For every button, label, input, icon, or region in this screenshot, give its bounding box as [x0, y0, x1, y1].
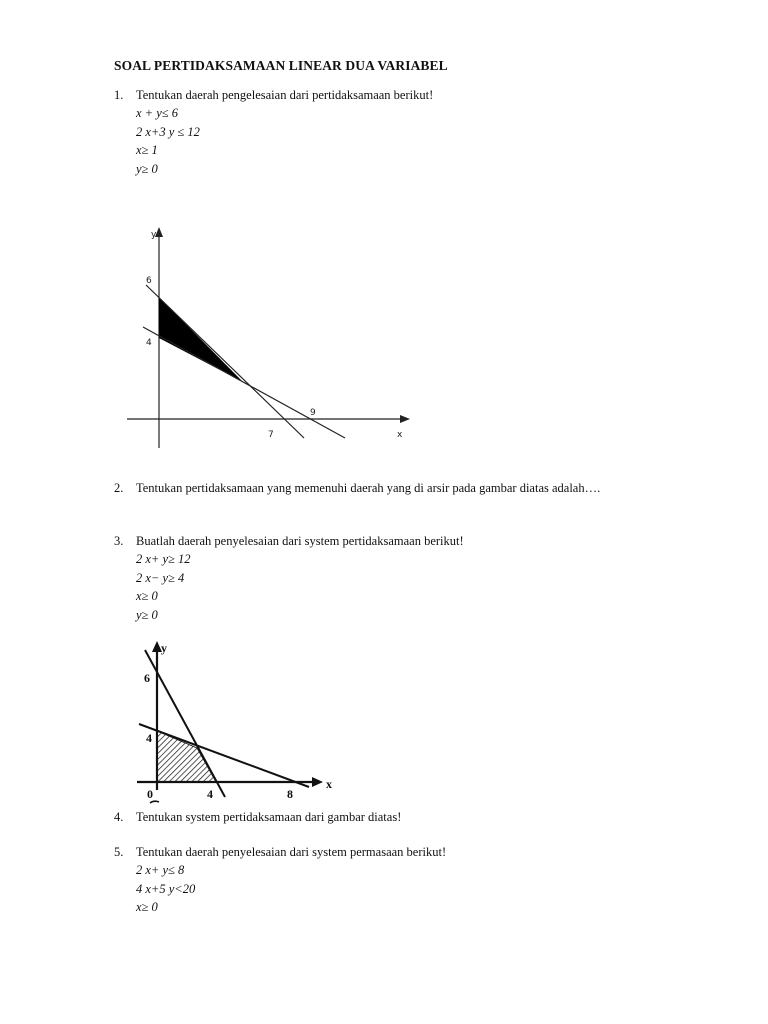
hatched-region — [157, 731, 216, 782]
equation: x + y≤ 6 — [136, 106, 179, 120]
question-number: 5. — [114, 845, 124, 859]
tick-label-4: 4 — [146, 338, 152, 348]
tick-label-6: 6 — [146, 276, 152, 286]
equation: x≥ 0 — [136, 589, 158, 603]
question-text: Buatlah daerah penyelesaian dari system pertidaksamaan berikut! — [136, 534, 464, 548]
tick-label-4-y: 4 — [146, 731, 152, 745]
tick-label-9: 9 — [310, 408, 316, 418]
question-number: 4. — [114, 810, 124, 824]
equation: x≥ 0 — [136, 900, 158, 914]
question-text: Tentukan pertidaksamaan yang memenuhi daerah yang di arsir pada gambar diatas adalah…. — [136, 481, 601, 495]
question-text: Tentukan system pertidaksamaan dari gambar diatas! — [136, 810, 402, 824]
axis-label-y: y — [161, 641, 167, 655]
question-number: 1. — [114, 88, 124, 102]
tick-label-8: 8 — [287, 787, 293, 801]
question-text: Tentukan daerah pengelesaian dari pertidaksamaan berikut! — [136, 88, 434, 102]
equation: 2 x+ y≥ 12 — [136, 552, 191, 566]
question-5-equations — [136, 861, 195, 917]
question-4 — [114, 808, 401, 826]
question-5 — [114, 843, 446, 861]
question-number: 2. — [114, 481, 124, 495]
page-title: SOAL PERTIDAKSAMAAN LINEAR DUA VARIABEL — [114, 58, 448, 73]
axis-label-x: x — [397, 430, 403, 440]
tick-label-7: 7 — [268, 430, 274, 440]
equation: x≥ 1 — [136, 143, 158, 157]
equation: 4 x+5 y<20 — [136, 881, 196, 896]
tick-label-4-x: 4 — [207, 787, 213, 801]
equation: y≥ 0 — [136, 607, 158, 622]
axis-label-x: x — [326, 777, 332, 791]
equation: 2 x− y≥ 4 — [136, 570, 185, 585]
x-axis-arrow — [312, 777, 323, 787]
stray-mark — [150, 801, 159, 803]
equation: 2 x+ y≤ 8 — [136, 863, 185, 877]
tick-label-6: 6 — [144, 671, 150, 685]
equation: 2 x+3 y ≤ 12 — [136, 124, 200, 139]
question-text: Tentukan daerah penyelesaian dari system permasaan berikut! — [136, 845, 447, 859]
axis-label-y: y — [151, 230, 157, 240]
equation: y≥ 0 — [136, 161, 158, 176]
question-number: 3. — [114, 534, 124, 548]
tick-label-0: 0 — [147, 787, 153, 801]
